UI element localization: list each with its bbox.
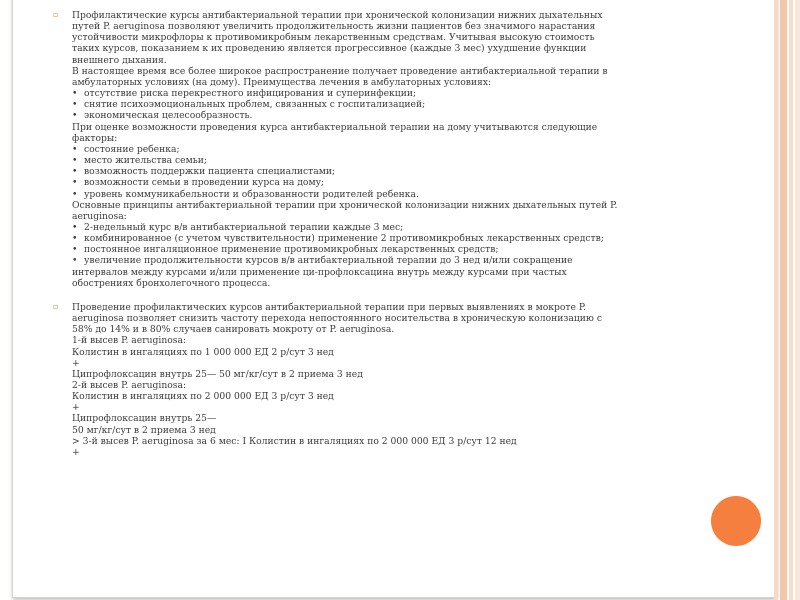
text-line: путей P. aeruginosa позволяют увеличить продолжительность жизни пациентов без значимого нарастания xyxy=(72,21,596,33)
bullet-icon: • xyxy=(72,221,78,233)
paragraph-bullet-icon: ▫ xyxy=(53,10,59,19)
text-line: При оценке возможности проведения курса антибактериальной терапии на дому учитываются следующие xyxy=(72,121,598,133)
list-item-text: комбинированное (с учетом чувствительности) применение 2 противомикробных лекарственных средств; xyxy=(84,233,604,245)
text-line: > 3-й высев P. aeruginosa за 6 мес: I Колистин в ингаляциях по 2 000 000 ЕД 3 р/сут 12 нед xyxy=(72,435,517,447)
text-line: интервалов между курсами и/или применение ци-профлоксацина внутрь между курсами при частых xyxy=(72,266,567,278)
stripe xyxy=(795,0,800,600)
text-line: 1-й высев P. aeruginosa: xyxy=(72,335,187,347)
list-item xyxy=(72,88,697,99)
stripe xyxy=(789,0,793,600)
text-line: Колистин в ингаляциях по 1 000 000 ЕД 2 р/сут 3 нед xyxy=(72,346,334,358)
slide-content xyxy=(53,10,697,458)
list-item xyxy=(72,144,697,155)
text-line: Колистин в ингаляциях по 2 000 000 ЕД 3 р/сут 3 нед xyxy=(72,391,334,403)
text-line: обострениях бронхолегочного процесса. xyxy=(72,277,271,289)
decorative-circle xyxy=(711,496,761,546)
list-item-text: место жительства семьи; xyxy=(84,155,207,167)
bullet-icon: • xyxy=(72,188,78,200)
stripe xyxy=(774,0,778,600)
text-line: Ципрофлоксацин внутрь 25— 50 мг/кг/сут в 2 приема 3 нед xyxy=(72,368,363,380)
list-item-text: 2-недельный курс в/в антибактериальной терапии каждые 3 мес; xyxy=(84,221,404,233)
list-item-text: отсутствие риска перекрестного инфицирования и суперинфекции; xyxy=(84,88,417,100)
list-item xyxy=(72,189,697,200)
text-line: aeruginosa позволяет снизить частоту перехода непостоянного носительства в хроническую колонизацию с xyxy=(72,313,602,325)
list-item xyxy=(72,244,697,255)
text-line: таких курсов, показанием к их проведению является прогрессивное (каждые 3 мес) ухудшение функции xyxy=(72,43,587,55)
paragraph-bullet-icon: ▫ xyxy=(53,301,59,311)
bullet-icon: • xyxy=(72,233,78,245)
text-line: Ципрофлоксацин внутрь 25— xyxy=(72,413,217,425)
bullet-icon: • xyxy=(72,110,78,122)
list-item xyxy=(72,99,697,110)
text-line: Проведение профилактических курсов антибактериальной терапии при первых выявлениях в мокроте P. xyxy=(72,301,587,313)
bullet-icon: • xyxy=(72,244,78,256)
list-item xyxy=(72,110,697,121)
text-line: амбулаторных условиях (на дому). Преимущества лечения в амбулаторных условиях: xyxy=(72,76,492,88)
list-item-text: возможности семьи в проведении курса на дому; xyxy=(84,177,325,189)
list-item-text: снятие психоэмоциональных проблем, связанных с госпитализацией; xyxy=(84,99,426,111)
text-line: + xyxy=(72,402,80,414)
text-line: 58% до 14% и в 80% случаев санировать мокроту от P. aeruginosa. xyxy=(72,324,395,336)
bullet-icon: • xyxy=(72,99,78,111)
list-item-text: увеличение продолжительности курсов в/в антибактериальной терапии до 3 нед и/или сокращение xyxy=(84,255,573,267)
text-line: + xyxy=(72,357,80,369)
list-item-text: постоянное ингаляционное применение противомикробных лекарственных средств; xyxy=(84,244,499,256)
bullet-icon: • xyxy=(72,143,78,155)
text-line: 50 мг/кг/сут в 2 приема 3 нед xyxy=(72,424,216,436)
paragraph-1 xyxy=(53,10,697,289)
bullet-icon: • xyxy=(72,88,78,100)
list-item xyxy=(72,222,697,233)
text-line: aeruginosa: xyxy=(72,210,127,222)
decorative-stripes xyxy=(774,0,800,600)
text-line: 2-й высев P. aeruginosa: xyxy=(72,380,187,391)
bullet-icon: • xyxy=(72,255,78,267)
text-line: факторы: xyxy=(72,132,118,144)
list-item xyxy=(72,155,697,166)
bullet-icon: • xyxy=(72,155,78,167)
bullet-icon: • xyxy=(72,177,78,189)
list-item-text: состояние ребенка; xyxy=(84,143,180,155)
list-item xyxy=(72,255,697,266)
list-item-text: уровень коммуникабельности и образованности родителей ребенка. xyxy=(84,188,419,200)
text-line: устойчивости микрофлоры к противомикробным лекарственным средствам. Учитывая высокую стоимость xyxy=(72,32,595,44)
text-line: + xyxy=(72,446,80,458)
text-line: В настоящее время все более широкое распространение получает проведение антибактериальной терапии в xyxy=(72,65,608,77)
stripe xyxy=(780,0,787,600)
text-line: Профилактические курсы антибактериальной терапии при хронической колонизации нижних дыхательных xyxy=(72,10,603,21)
text-line: внешнего дыхания. xyxy=(72,54,167,66)
list-item-text: возможность поддержки пациента специалистами; xyxy=(84,166,336,178)
text-line: Основные принципы антибактериальной терапии при хронической колонизации нижних дыхательных путей P. xyxy=(72,199,618,211)
list-item-text: экономическая целесообразность. xyxy=(84,110,253,122)
list-item xyxy=(72,166,697,177)
paragraph-2 xyxy=(53,301,697,458)
list-item xyxy=(72,177,697,188)
list-item xyxy=(72,233,697,244)
bullet-icon: • xyxy=(72,166,78,178)
